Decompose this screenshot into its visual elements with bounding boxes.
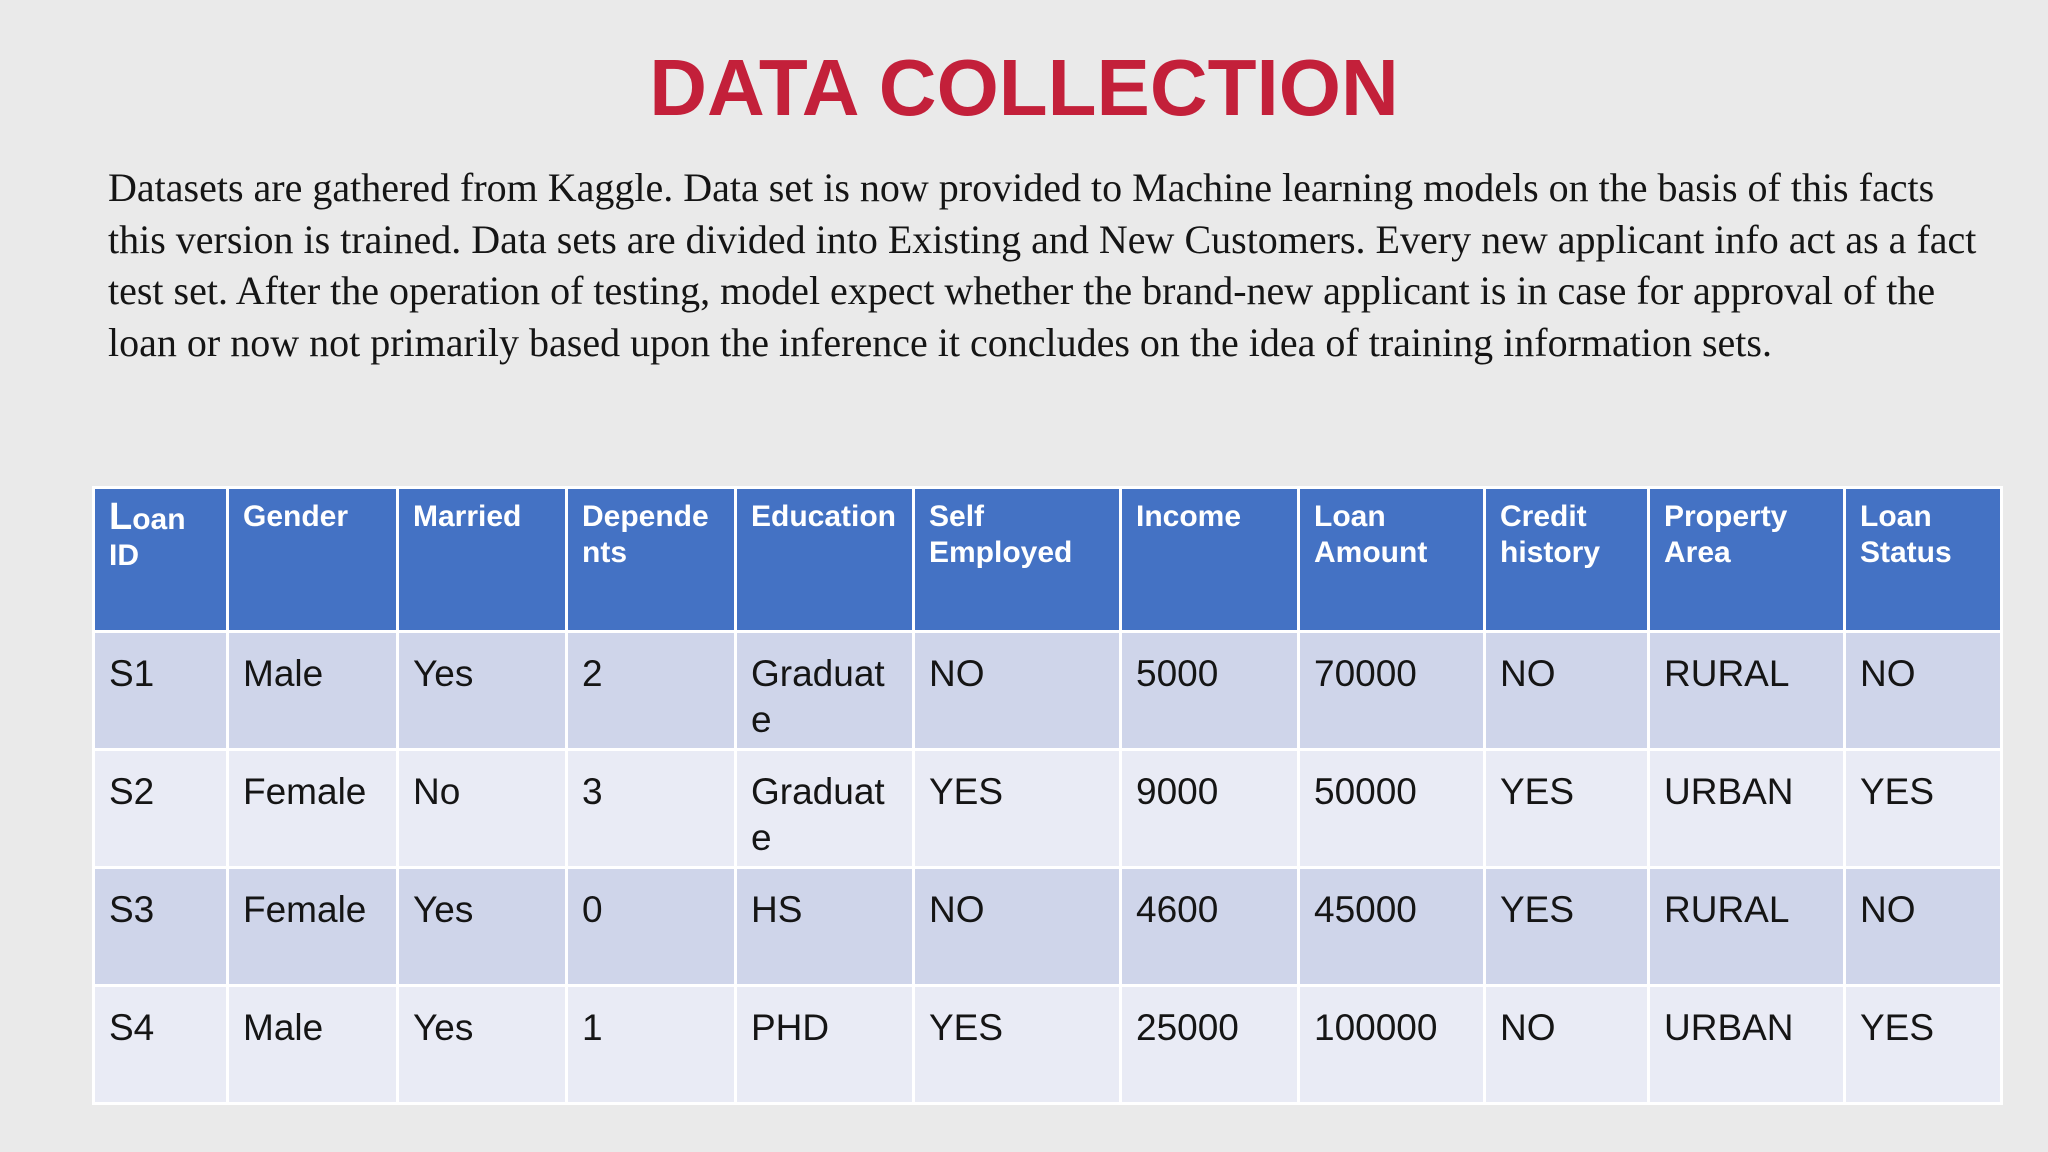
header-dependents: Depende nts: [567, 488, 736, 632]
header-income: Income: [1121, 488, 1299, 632]
header-loan-id: Loan ID: [94, 488, 228, 632]
table-cell: NO: [1485, 986, 1649, 1104]
header-loan-amount: Loan Amount: [1299, 488, 1485, 632]
table-cell: YES: [914, 986, 1121, 1104]
table-cell: NO: [1845, 868, 2002, 986]
table-cell: 5000: [1121, 632, 1299, 750]
table-row: [94, 868, 2002, 986]
table-cell: Yes: [398, 632, 567, 750]
header-loan-status: Loan Status: [1845, 488, 2002, 632]
table-cell: YES: [1485, 750, 1649, 868]
table-cell: NO: [1845, 632, 2002, 750]
header-gender: Gender: [228, 488, 398, 632]
table-cell: S2: [94, 750, 228, 868]
table-cell: YES: [914, 750, 1121, 868]
table-cell: 70000: [1299, 632, 1485, 750]
table-cell: No: [398, 750, 567, 868]
table-cell: S4: [94, 986, 228, 1104]
table-cell: 1: [567, 986, 736, 1104]
table-cell: 50000: [1299, 750, 1485, 868]
header-education: Education: [736, 488, 914, 632]
table-cell: Graduat e: [736, 632, 914, 750]
table-cell: Yes: [398, 868, 567, 986]
table-cell: YES: [1485, 868, 1649, 986]
header-credit-history: Credit history: [1485, 488, 1649, 632]
table-cell: HS: [736, 868, 914, 986]
header-self-employed: Self Employed: [914, 488, 1121, 632]
table-cell: URBAN: [1649, 750, 1845, 868]
table-cell: RURAL: [1649, 868, 1845, 986]
description-paragraph: Datasets are gathered from Kaggle. Data set is now provided to Machine learning models on the basis of this facts this version is trained. Data sets are divided into Existing and New Customers. Every new applicant info act as a fact test set. After the operation of testing, model expect whether the brand-new applicant is in case for approval of the loan or now not primarily based upon the inference it concludes on the idea of training information sets.: [108, 165, 1977, 365]
table-cell: NO: [1485, 632, 1649, 750]
table-cell: YES: [1845, 750, 2002, 868]
table-cell: 9000: [1121, 750, 1299, 868]
slide-title: DATA COLLECTION: [649, 43, 1399, 132]
table-cell: 25000: [1121, 986, 1299, 1104]
table-cell: YES: [1845, 986, 2002, 1104]
table-row: [94, 750, 2002, 868]
table-cell: Graduat e: [736, 750, 914, 868]
table-cell: NO: [914, 632, 1121, 750]
table-cell: Female: [228, 750, 398, 868]
loan-data-table: [92, 486, 2003, 1105]
table-cell: PHD: [736, 986, 914, 1104]
table-cell: Male: [228, 632, 398, 750]
table-row: [94, 632, 2002, 750]
table-cell: 4600: [1121, 868, 1299, 986]
table-row: [94, 986, 2002, 1104]
table-cell: S1: [94, 632, 228, 750]
table-cell: 3: [567, 750, 736, 868]
table-cell: 100000: [1299, 986, 1485, 1104]
table-cell: 2: [567, 632, 736, 750]
table-cell: RURAL: [1649, 632, 1845, 750]
header-property-area: Property Area: [1649, 488, 1845, 632]
table-cell: Yes: [398, 986, 567, 1104]
table-cell: S3: [94, 868, 228, 986]
table-cell: URBAN: [1649, 986, 1845, 1104]
table-cell: Female: [228, 868, 398, 986]
table-cell: 45000: [1299, 868, 1485, 986]
table-cell: NO: [914, 868, 1121, 986]
table-header-row: [94, 488, 2002, 632]
table-cell: 0: [567, 868, 736, 986]
header-married: Married: [398, 488, 567, 632]
table-cell: Male: [228, 986, 398, 1104]
